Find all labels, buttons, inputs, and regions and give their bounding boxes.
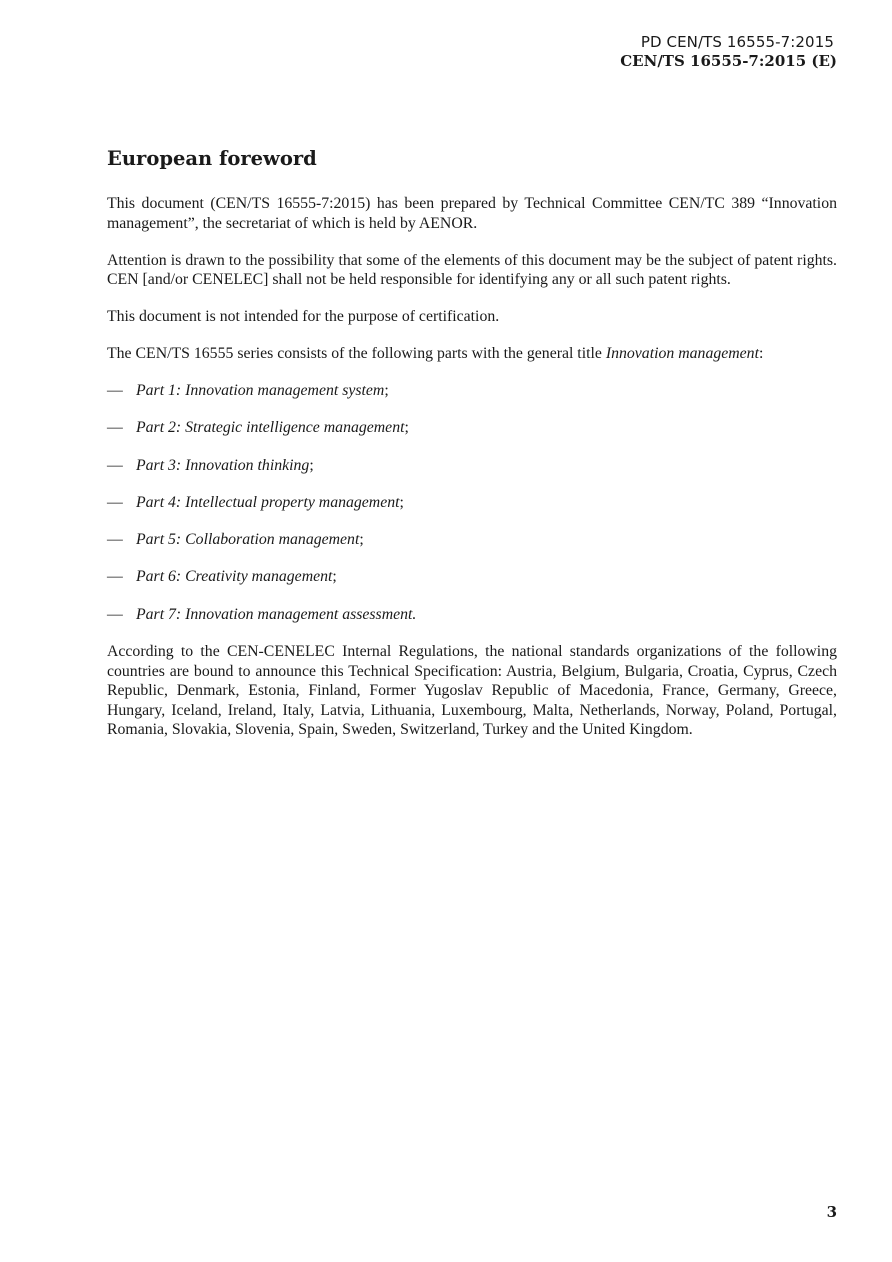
part-title: Part 1: Innovation management system	[136, 382, 385, 399]
list-punctuation: ;	[332, 568, 337, 586]
series-general-title: Innovation management	[605, 345, 759, 362]
em-dash-bullet: —	[107, 531, 123, 549]
list-punctuation: ;	[384, 382, 389, 399]
paragraph-series-intro	[107, 344, 837, 364]
paragraph-preparation: This document (CEN/TS 16555-7:2015) has been prepared by Technical Committee CEN/TC 389 “Innovation management”, the secretariat of which is held by AENOR.	[107, 195, 837, 232]
paragraph-national-standards: According to the CEN-CENELEC Internal Regulations, the national standards organizations of the following countries are bound to announce this Technical Specification: Austria, Belgium, Bulgaria, Croatia, Cyprus, Czech Republic, Denmark, Estonia, Finland, Former Yugoslav Republic of Macedonia, France, Germany, Greece, Hungary, Iceland, Ireland, Italy, Latvia, Lithuania, Luxembourg, Malta, Netherlands, Norway, Poland, Portugal, Romania, Slovakia, Slovenia, Spain, Sweden, Switzerland, Turkey and the United Kingdom.	[107, 643, 837, 739]
part-title: Part 6: Creativity management	[136, 568, 333, 586]
page-number: 3	[826, 1203, 837, 1221]
em-dash-bullet: —	[107, 493, 123, 511]
list-item	[107, 605, 837, 625]
series-intro-text: The CEN/TS 16555 series consists of the following parts with the general title	[107, 345, 606, 362]
em-dash-bullet: —	[107, 382, 123, 399]
list-item	[107, 493, 837, 513]
foreword-body	[107, 194, 837, 757]
list-punctuation: ;	[359, 531, 364, 549]
document-id-header-bold: CEN/TS 16555-7:2015 (E)	[620, 52, 837, 70]
section-title: European foreword	[107, 147, 317, 170]
series-intro-colon: :	[758, 345, 764, 362]
list-item	[107, 456, 837, 476]
paragraph-patent-rights: Attention is drawn to the possibility that some of the elements of this document may be the subject of patent rights. CEN [and/or CENELEC] shall not be held responsible for identifying any or all such patent rights.	[107, 251, 837, 288]
part-title: Part 2: Strategic intelligence management	[136, 419, 405, 437]
document-id-header: PD CEN/TS 16555-7:2015	[640, 33, 834, 51]
part-title: Part 7: Innovation management assessment.	[136, 605, 417, 623]
paragraph-certification: This document is not intended for the purpose of certification.	[107, 308, 500, 325]
part-title: Part 3: Innovation thinking	[136, 456, 310, 474]
em-dash-bullet: —	[107, 456, 123, 474]
part-title: Part 5: Collaboration management	[136, 531, 360, 549]
part-title: Part 4: Intellectual property management	[136, 493, 400, 511]
list-item	[107, 381, 837, 401]
em-dash-bullet: —	[107, 568, 123, 586]
em-dash-bullet: —	[107, 419, 123, 437]
list-item	[107, 567, 837, 587]
list-punctuation: ;	[404, 419, 409, 437]
parts-list	[107, 381, 837, 624]
list-item	[107, 418, 837, 438]
list-punctuation: ;	[309, 456, 314, 474]
em-dash-bullet: —	[107, 605, 123, 623]
list-item	[107, 530, 837, 550]
list-punctuation: ;	[399, 493, 404, 511]
